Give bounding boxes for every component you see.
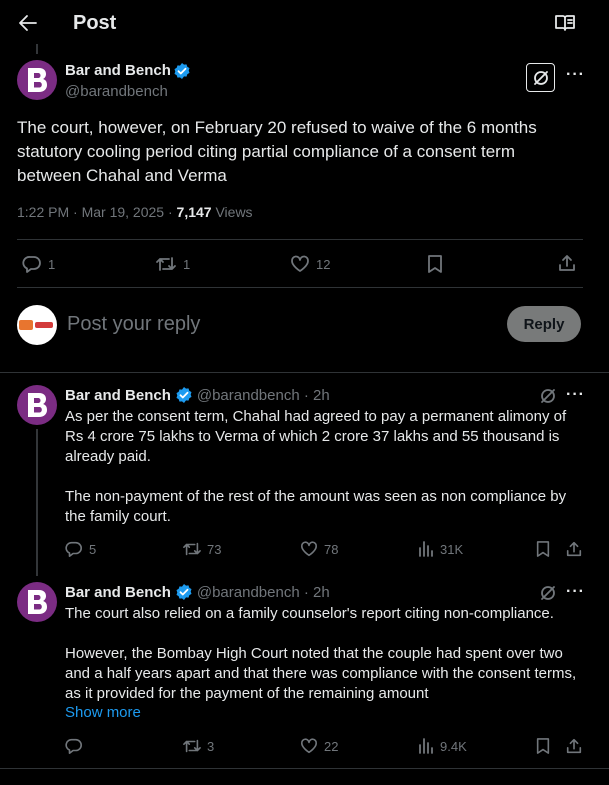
- reply-text: The court also relied on a family counselor's report citing non-compliance.: [65, 605, 554, 622]
- verified-badge-icon: [173, 62, 191, 80]
- like-count: 12: [316, 256, 331, 272]
- bar-and-bench-logo-icon: [25, 66, 49, 94]
- reply-text: The non-payment of the rest of the amount was seen as non compliance by the family court.: [65, 488, 567, 525]
- grok-icon[interactable]: [539, 387, 557, 405]
- views-count: 31K: [440, 541, 464, 557]
- reply-input[interactable]: Post your reply: [67, 313, 201, 335]
- show-more-link[interactable]: Show more: [65, 704, 141, 721]
- back-button[interactable]: [17, 12, 39, 34]
- verified-badge-icon: [175, 386, 193, 404]
- grok-icon: [532, 69, 550, 87]
- like-action[interactable]: [290, 254, 330, 274]
- bookmark-button[interactable]: [535, 737, 551, 755]
- divider: [17, 239, 583, 240]
- book-icon: [554, 13, 576, 33]
- reply-text: As per the consent term, Chahal had agreed to pay a permanent alimony of Rs 4 crore 75 lakhs to Verma of which 2 crore 37 lakhs and 55 thousand is already paid.: [65, 408, 567, 465]
- views-action[interactable]: [418, 540, 463, 558]
- views-label: Views: [211, 204, 253, 220]
- bookmark-button[interactable]: [535, 540, 551, 558]
- bookmark-icon: [426, 254, 444, 274]
- reply-action[interactable]: [65, 540, 96, 558]
- reply-icon: [65, 737, 83, 755]
- views-action[interactable]: [418, 737, 467, 755]
- thread-line: [36, 44, 38, 54]
- grok-button[interactable]: [526, 63, 555, 92]
- verified-badge-icon: [175, 583, 193, 601]
- thread-line: [36, 429, 38, 576]
- bookmark-icon: [535, 737, 551, 755]
- author-name[interactable]: Bar and Bench: [65, 386, 171, 404]
- heart-icon: [300, 737, 318, 755]
- divider: [17, 287, 583, 288]
- reply-count: 1: [48, 256, 56, 272]
- heart-icon: [290, 254, 310, 274]
- like-action[interactable]: [300, 540, 338, 558]
- post-text: The court, however, on February 20 refused to waive of the 6 months statutory cooling period citing partial compliance of a consent term between Chahal and Verma: [17, 118, 537, 185]
- more-options-icon[interactable]: ···: [566, 66, 585, 83]
- user-avatar[interactable]: [17, 305, 57, 345]
- bar-and-bench-logo-icon: [25, 588, 49, 616]
- author-name[interactable]: Bar and Bench: [65, 62, 171, 79]
- bookmark-icon: [535, 540, 551, 558]
- like-count: 78: [324, 541, 339, 557]
- share-button[interactable]: [565, 737, 583, 755]
- repost-action[interactable]: [155, 254, 190, 274]
- repost-icon: [182, 540, 202, 558]
- section-divider: [0, 372, 609, 373]
- share-button[interactable]: [565, 540, 583, 558]
- analytics-icon: [418, 737, 434, 755]
- analytics-icon: [418, 540, 434, 558]
- views-count: 9.4K: [440, 738, 467, 754]
- repost-count: 1: [183, 256, 191, 272]
- reply-header: [65, 583, 330, 601]
- more-options-icon[interactable]: ···: [566, 583, 585, 600]
- share-button[interactable]: [557, 253, 577, 273]
- avatar[interactable]: [17, 60, 57, 100]
- reader-mode-button[interactable]: [554, 13, 576, 33]
- author-handle-time[interactable]: @barandbench · 2h: [196, 386, 330, 404]
- like-action[interactable]: [300, 737, 338, 755]
- reply-header: [65, 386, 330, 404]
- reply-action[interactable]: [22, 254, 55, 274]
- share-icon: [565, 737, 583, 755]
- bar-and-bench-logo-icon: [25, 391, 49, 419]
- arrow-left-icon: [17, 12, 39, 34]
- heart-icon: [300, 540, 318, 558]
- repost-count: 73: [207, 541, 222, 557]
- page-title: Post: [73, 12, 117, 34]
- repost-icon: [155, 254, 177, 274]
- repost-action[interactable]: [182, 737, 214, 755]
- reply-icon: [65, 540, 83, 558]
- author-handle-time[interactable]: @barandbench · 2h: [196, 583, 330, 601]
- share-icon: [557, 253, 577, 273]
- avatar[interactable]: [17, 582, 57, 622]
- reply-icon: [22, 254, 42, 274]
- post-time[interactable]: 1:22 PM · Mar 19, 2025 ·: [17, 204, 177, 220]
- like-count: 22: [324, 738, 339, 754]
- views-count: 7,147: [176, 204, 212, 220]
- repost-action[interactable]: [182, 540, 221, 558]
- author-handle[interactable]: @barandbench: [65, 83, 168, 100]
- grok-icon[interactable]: [539, 584, 557, 602]
- repost-icon: [182, 737, 202, 755]
- post-timestamp: [17, 204, 253, 220]
- more-options-icon[interactable]: ···: [566, 386, 585, 403]
- reply-button[interactable]: Reply: [507, 306, 581, 342]
- zee-logo-icon: [19, 318, 55, 332]
- reply-text: However, the Bombay High Court noted that the couple had spent over two and a half years apart and that there was compliance with the consent terms, as it provided for the payment of the remaining amount: [65, 645, 577, 702]
- share-icon: [565, 540, 583, 558]
- section-divider: [0, 768, 609, 769]
- author-name[interactable]: Bar and Bench: [65, 583, 171, 601]
- reply-action[interactable]: [65, 737, 89, 755]
- reply-count: 5: [89, 541, 97, 557]
- bookmark-button[interactable]: [426, 254, 444, 274]
- repost-count: 3: [207, 738, 215, 754]
- avatar[interactable]: [17, 385, 57, 425]
